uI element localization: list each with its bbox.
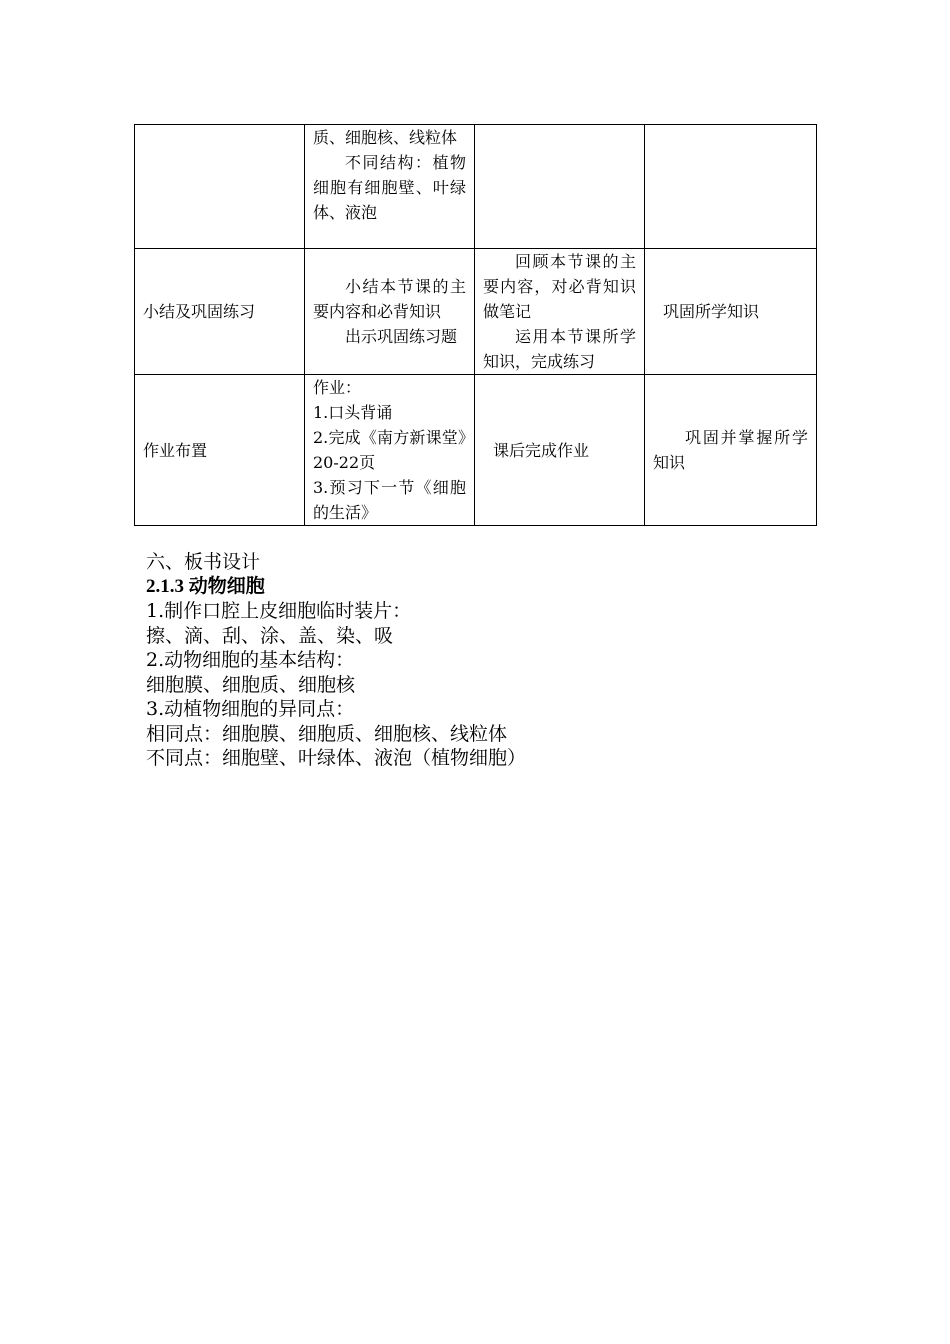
student-activity-cell [475, 125, 645, 249]
table-row [135, 125, 817, 249]
teacher-text: 质、细胞核、线粒体 [313, 128, 458, 147]
board-line: 3.动植物细胞的异同点： [146, 698, 355, 720]
board-title: 2.1.3 动物细胞 [146, 575, 265, 597]
board-line: 不同点：细胞壁、叶绿体、液泡（植物细胞） [146, 747, 527, 769]
board-line: 细胞膜、细胞质、细胞核 [146, 673, 356, 696]
teacher-text: 3.预习下一节《细胞的生活》 [313, 478, 466, 522]
teacher-activity-cell [305, 375, 475, 526]
board-line: 擦、滴、刮、涂、盖、染、吸 [146, 624, 394, 647]
student-text: 课后完成作业 [493, 440, 590, 460]
purpose-cell [645, 375, 817, 526]
teacher-text: 2.完成《南方新课堂》20-22页 [313, 428, 466, 472]
student-text: 回顾本节课的主要内容，对必背知识做笔记 [483, 252, 636, 321]
table-row [135, 375, 817, 526]
teacher-text: 不同结构：植物细胞有细胞壁、叶绿体、液泡 [313, 153, 466, 222]
student-activity-cell [475, 249, 645, 375]
teacher-activity-cell [305, 249, 475, 375]
lesson-plan-table [134, 124, 817, 526]
teacher-text: 作业： [313, 378, 362, 397]
board-line: 相同点：细胞膜、细胞质、细胞核、线粒体 [146, 722, 508, 745]
board-line: 1.制作口腔上皮细胞临时装片： [146, 600, 412, 622]
teacher-activity-cell [305, 125, 475, 249]
purpose-cell [645, 125, 817, 249]
student-text: 运用本节课所学知识，完成练习 [483, 327, 636, 371]
section-heading: 六、板书设计 [146, 551, 261, 573]
teacher-text: 小结本节课的主要内容和必背知识 [313, 277, 466, 321]
board-design-section [146, 550, 526, 771]
stage-cell: 作业布置 [135, 375, 305, 526]
teacher-text: 出示巩固练习题 [345, 327, 458, 346]
stage-cell [135, 125, 305, 249]
purpose-text: 巩固并掌握所学知识 [653, 428, 808, 472]
purpose-cell: 巩固所学知识 [645, 249, 817, 375]
teacher-text: 1.口头背诵 [313, 403, 393, 422]
student-activity-cell [475, 375, 645, 526]
stage-cell: 小结及巩固练习 [135, 249, 305, 375]
board-line: 2.动物细胞的基本结构： [146, 649, 355, 671]
table-row [135, 249, 817, 375]
